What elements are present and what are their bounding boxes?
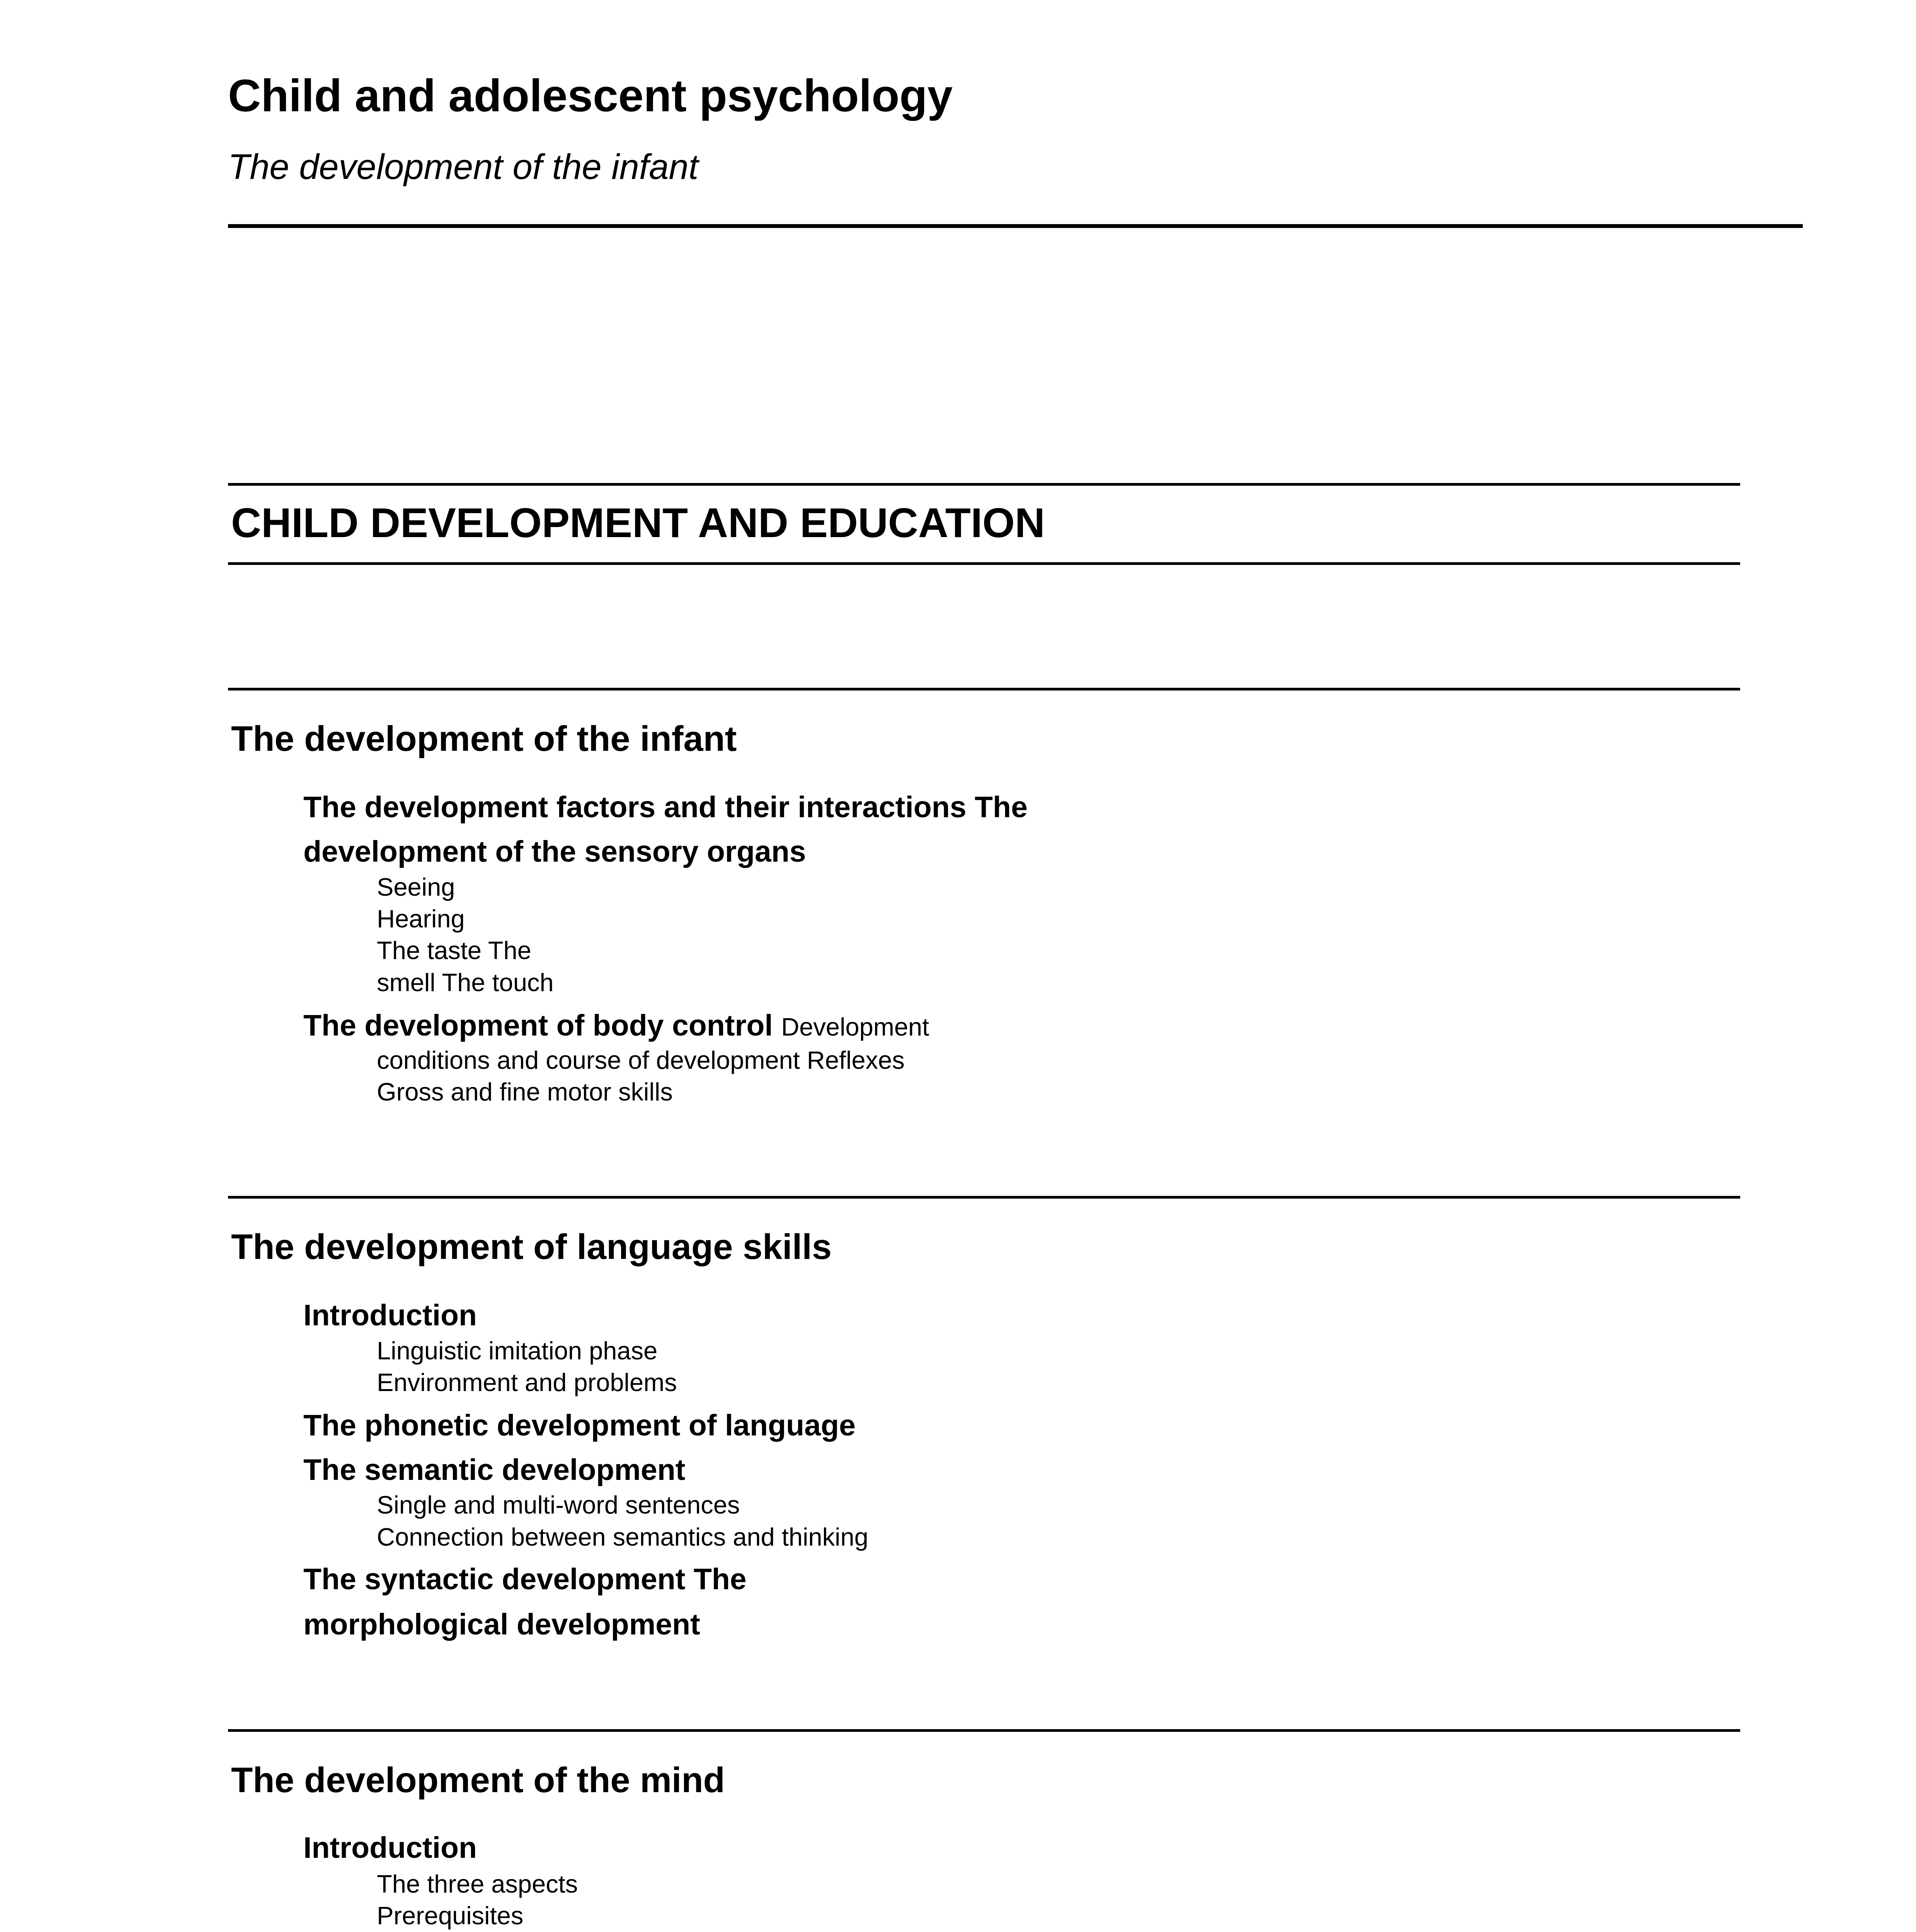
toc-subentry: Linguistic imitation phase [377,1337,658,1365]
toc-entry: The development factors and their interactions The [303,791,1028,824]
toc-subentry: The taste The [377,936,531,964]
toc-subentry: The three aspects [377,1870,578,1898]
toc-subentry: Single and multi-word sentences [377,1491,740,1519]
toc-subentry: Connection between semantics and thinking [377,1523,868,1551]
toc-entry: Introduction [303,1299,477,1332]
main-title: CHILD DEVELOPMENT AND EDUCATION [231,499,1045,546]
toc-entry: The phonetic development of language [303,1409,856,1442]
section-title-language: The development of language skills [231,1227,832,1267]
toc-subentry: Hearing [377,905,465,933]
section-divider [228,1729,1740,1732]
header-divider [228,224,1803,228]
toc-subentry: Environment and problems [377,1368,677,1396]
header-title: Child and adolescent psychology [228,70,953,121]
section-title-infant: The development of the infant [231,719,737,759]
toc-entry: The semantic development [303,1453,686,1486]
main-title-bottom-rule [228,562,1740,565]
toc-subentry: conditions and course of development Reflexes [377,1046,905,1074]
section-title-mind: The development of the mind [231,1760,725,1800]
toc-entry-bold: The development of body control [303,1009,773,1042]
toc-subentry: smell The touch [377,968,554,997]
main-title-top-rule [228,483,1740,486]
section-divider [228,688,1740,690]
section-divider [228,1196,1740,1199]
toc-subentry: Seeing [377,873,455,901]
toc-entry [303,1009,929,1043]
toc-entry: Introduction [303,1831,477,1864]
toc-subentry: Prerequisites [377,1901,524,1930]
toc-entry: morphological development [303,1608,700,1641]
toc-entry: development of the sensory organs [303,835,806,868]
toc-subentry: Gross and fine motor skills [377,1078,673,1106]
header-subtitle: The development of the infant [228,147,699,187]
toc-entry: The syntactic development The [303,1563,747,1596]
toc-entry-inline: Development [781,1013,929,1041]
